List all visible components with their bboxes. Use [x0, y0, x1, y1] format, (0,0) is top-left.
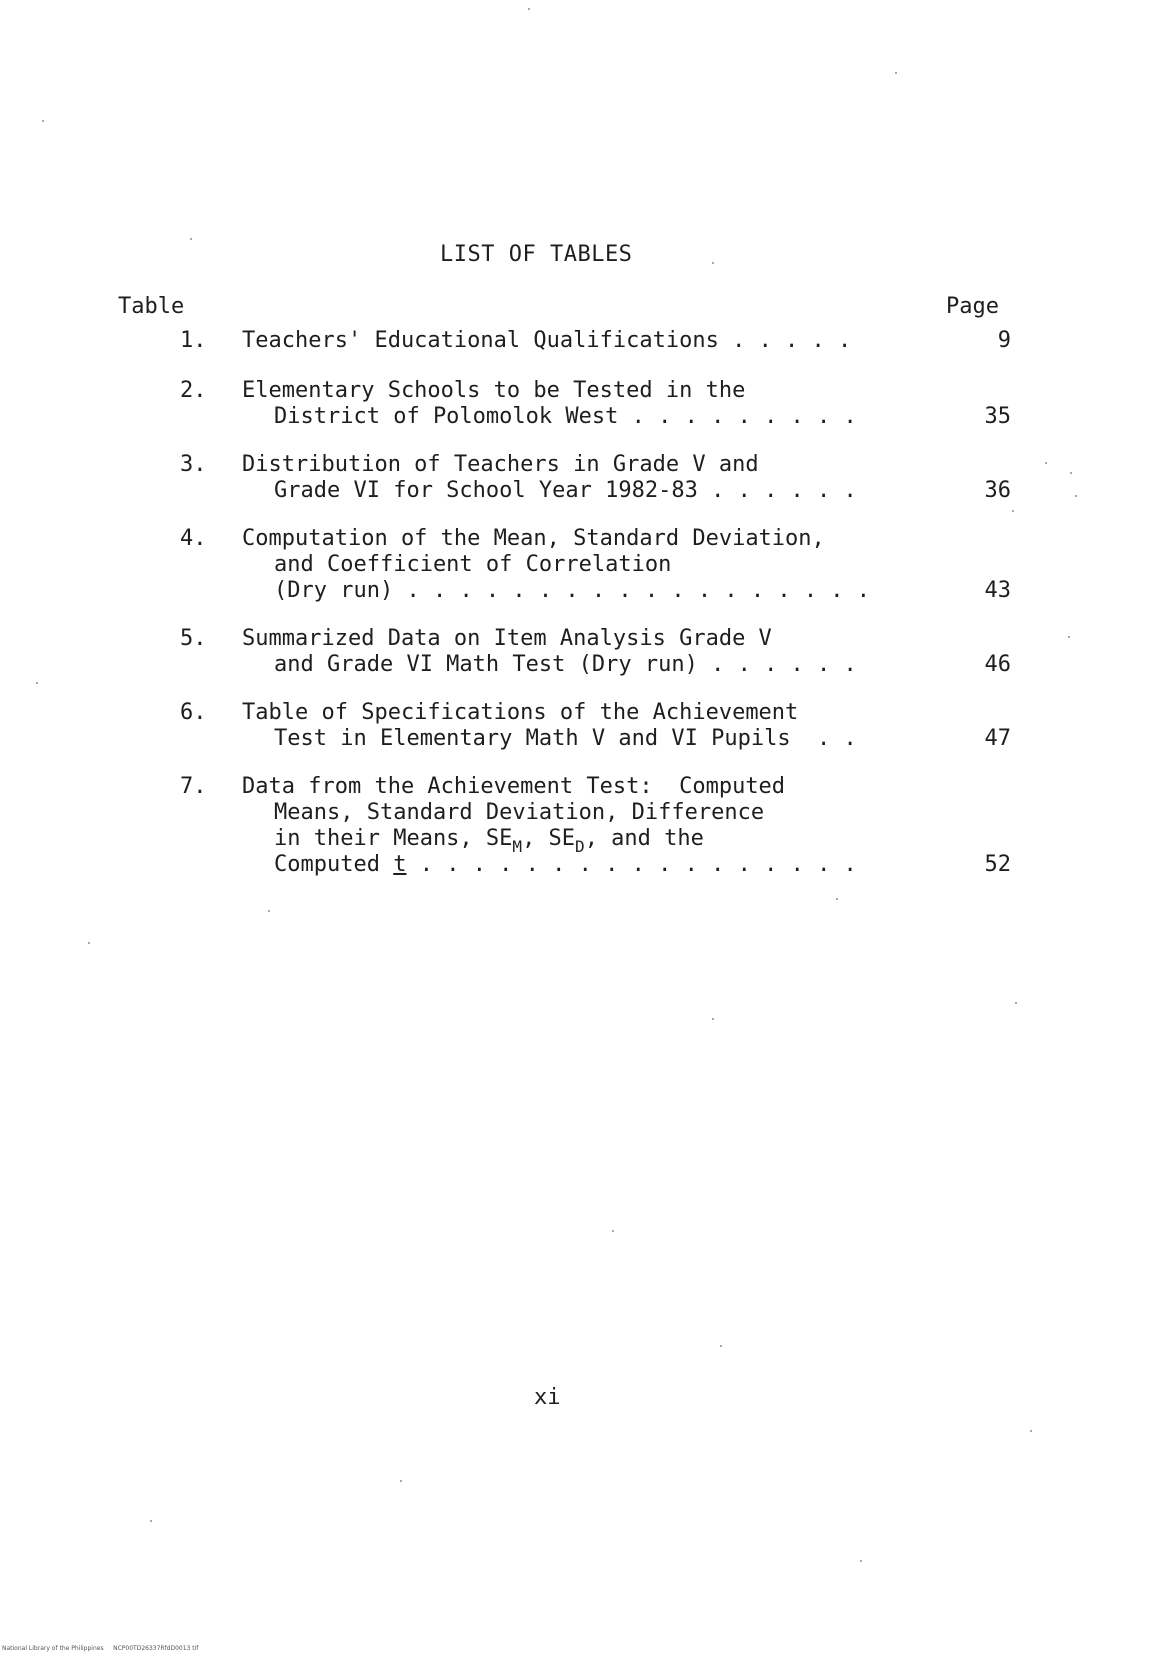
page-title: LIST OF TABLES: [440, 242, 633, 267]
entry-number: 5.: [180, 626, 207, 651]
entry-title-line: (Dry run) . . . . . . . . . . . . . . . . . .: [274, 578, 884, 603]
entry-title-line: Test in Elementary Math V and VI Pupils . .: [274, 726, 871, 751]
entry-title-line: Elementary Schools to be Tested in the: [242, 378, 746, 403]
entry-title-line: and Grade VI Math Test (Dry run) . . . . . .: [274, 652, 871, 677]
entry-title-line: Means, Standard Deviation, Difference: [274, 800, 765, 825]
entry-title-line: in their Means, $SE_M$, $SE_D$, and the: [274, 826, 704, 856]
entry-number: 3.: [180, 452, 207, 477]
page-folio: xi: [534, 1385, 561, 1410]
dot-leader: . .: [790, 726, 871, 751]
entry-title-line: Summarized Data on Item Analysis Grade V: [242, 626, 772, 651]
dot-leader: . . . . .: [718, 328, 865, 353]
entry-number: 1.: [180, 328, 207, 353]
entry-title-line: and Coefficient of Correlation: [274, 552, 672, 577]
dot-leader: . . . . . .: [697, 478, 871, 503]
entry-title-line: Distribution of Teachers in Grade V and: [242, 452, 759, 477]
entry-number: 2.: [180, 378, 207, 403]
entry-number: 4.: [180, 526, 207, 551]
entry-page-number: 47: [984, 726, 1011, 751]
entry-title-line: Grade VI for School Year 1982-83 . . . . . .: [274, 478, 871, 503]
entry-title: [242, 774, 942, 878]
entry-title: [242, 626, 942, 678]
subscript-d: D: [575, 837, 585, 856]
dot-leader: . . . . . . . . .: [618, 404, 871, 429]
dot-leader: . . . . . . . . . . . . . . . . . .: [393, 578, 884, 603]
entry-page-number: 43: [984, 578, 1011, 603]
entry-title: [242, 328, 942, 354]
entry-title: [242, 378, 942, 430]
italic-t-symbol: t: [393, 852, 407, 877]
entry-page-number: 36: [984, 478, 1011, 503]
entry-title: [242, 526, 942, 604]
entry-title: [242, 452, 942, 504]
table-column-header: Table: [118, 294, 185, 319]
entry-number: 6.: [180, 700, 207, 725]
entry-title-line: District of Polomolok West . . . . . . . . .: [274, 404, 871, 429]
page-column-header: Page: [946, 294, 999, 319]
entry-title-line: Table of Specifications of the Achievement: [242, 700, 799, 725]
entry-page-number: 9: [997, 328, 1011, 353]
entry-title-line: Computed t . . . . . . . . . . . . . . . . .: [274, 852, 871, 877]
entry-title: [242, 700, 942, 752]
entry-title-line: Computation of the Mean, Standard Deviation,: [242, 526, 825, 551]
entry-title-line: Data from the Achievement Test: Computed: [242, 774, 786, 799]
entry-page-number: 46: [984, 652, 1011, 677]
entry-title-line: Teachers' Educational Qualifications . . . . .: [242, 328, 865, 353]
dot-leader: . . . . . . . . . . . . . . . . .: [406, 852, 871, 877]
entry-page-number: 52: [984, 852, 1011, 877]
dot-leader: . . . . . .: [697, 652, 871, 677]
subscript-m: M: [512, 837, 523, 856]
scan-footer: National Library of the Philippines NCP00TD26337RfdD0013 tif: [2, 1645, 199, 1652]
entry-number: 7.: [180, 774, 207, 799]
entry-page-number: 35: [984, 404, 1011, 429]
